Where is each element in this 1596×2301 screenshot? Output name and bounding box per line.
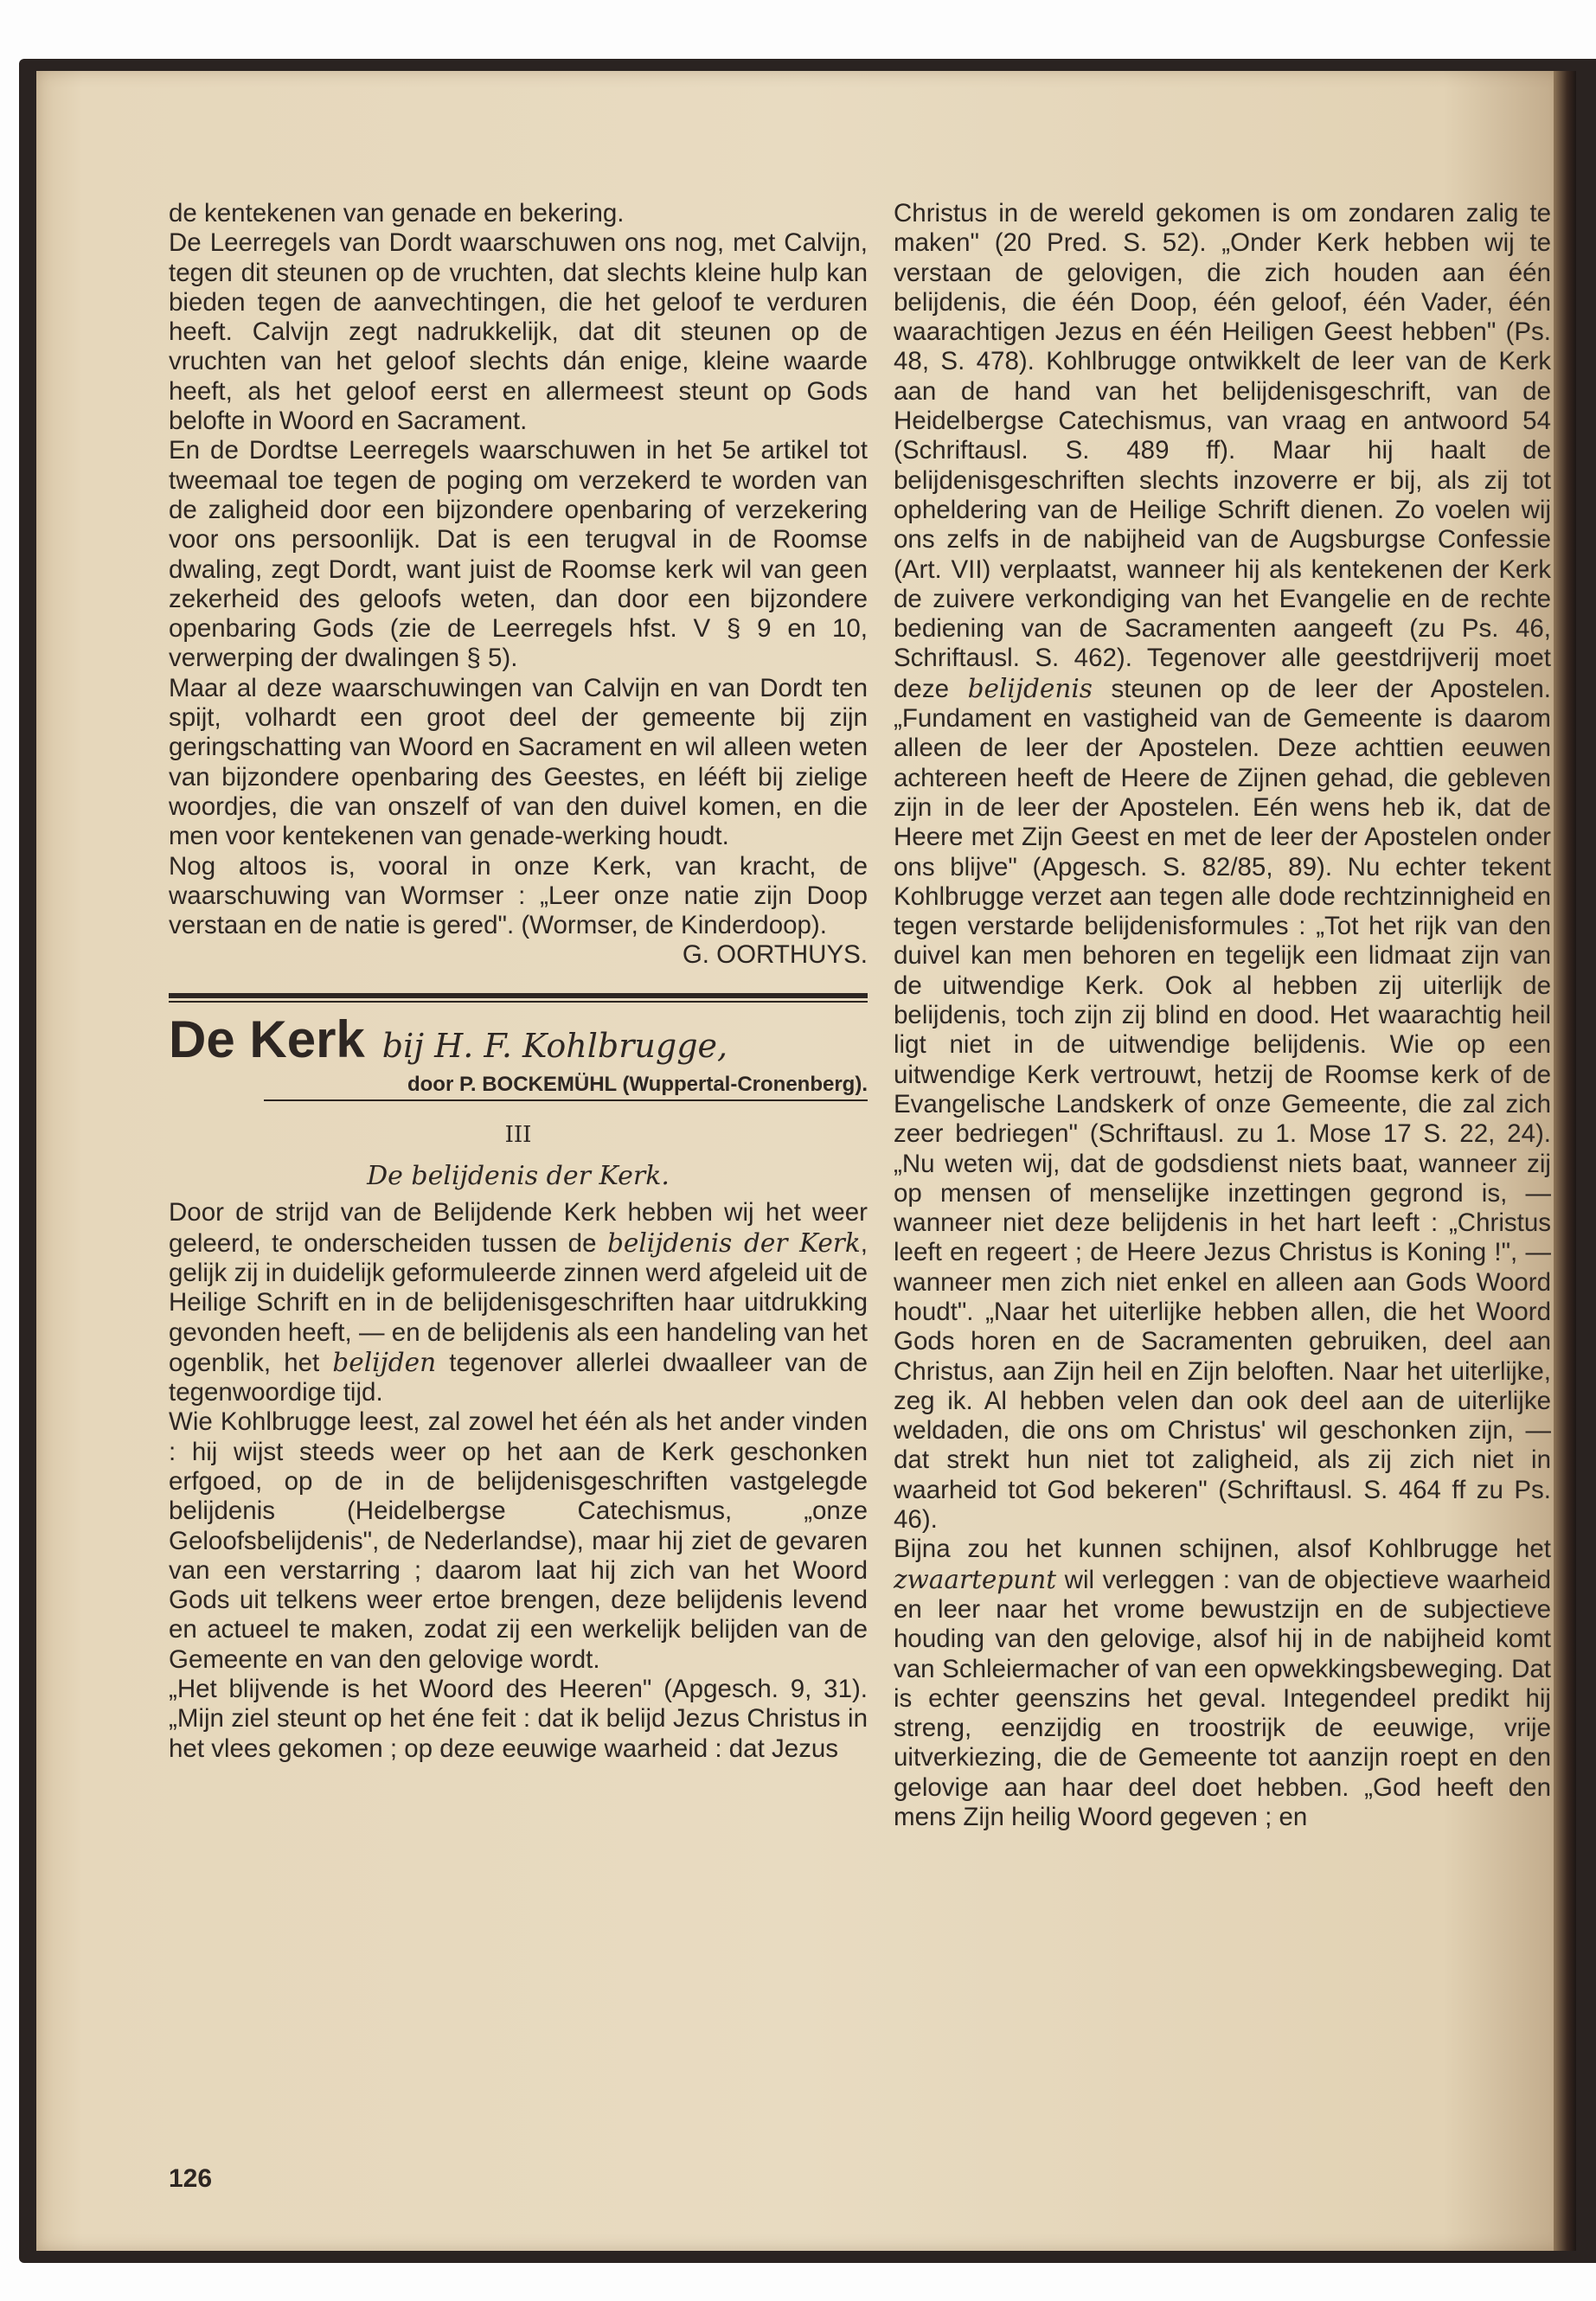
left-paragraph-8: „Het blijvende is het Woord des Heeren" (Apgesch. 9, 31). „Mijn ziel steunt op het éne feit : dat ik belijd Jezus Christus in het vlees gekomen ; op deze eeuwige waarheid : dat Jezus: [169, 1675, 868, 1763]
author-signature: G. OORTHUYS.: [682, 940, 868, 970]
left-paragraph-4: Maar al deze waarschuwingen van Calvijn en van Dordt ten spijt, volhardt een groot deel der gemeente bij zijn geringschatting van Woord en Sacrament en wil alleen weten van bijzondere openbaring des Geestes, en lééft bij zielige woordjes, die van onszelf of van den duivel komen, en die men voor kentekenen van genade-werking houdt.: [169, 673, 868, 851]
left-paragraph-2: De Leerregels van Dordt waarschuwen ons nog, met Calvijn, tegen dit steunen op de vruchten, dat slechts kleine hulp kan bieden tegen de aanvechtingen, die het geloof te verduren heeft. Calvijn zegt nadrukkelijk, dat dit steunen op de vruchten van het geloof slechts dán enige, kleine waarde heeft, als het geloof eerst en allermeest steunt op Gods belofte in Woord en Sacrament.: [169, 228, 868, 436]
rp2-text-a: Bijna zou het kunnen schijnen, alsof Kohlbrugge het: [894, 1535, 1551, 1564]
left-paragraph-6: [169, 1198, 868, 1407]
section-number: III: [504, 1121, 532, 1148]
article-title-rest: bij H. F. Kohlbrugge,: [381, 1026, 728, 1065]
left-column: [169, 199, 868, 1764]
rp2-text-b: wil verleggen : van de objectieve waarheid en leer naar het vrome bewustzijn en de subjectieve houding van den gelovige, alsof hij in de nabijheid komt van Schleiermacher of van een opwekkingsbeweging. Dat is echter geenszins het geval. Integendeel predikt hij streng, eenzijdig en troostrijk de eeuwige, vrije uitverkiezing, die de Gemeente tot aanzijn roept en den gelovige aan haar deel doet hebben. „God heeft den mens Zijn heilig Woord gegeven ; en: [894, 1565, 1551, 1832]
rp1-text-a: Christus in de wereld gekomen is om zondaren zalig te maken" (20 Pred. S. 52). „Onder Kerk hebben wij te verstaan de gelovigen, die zich houden aan één belijdenis, die één Doop, één geloof, één Vader, één waarachtigen Jezus en één Heiligen Geest hebben" (Ps. 48, S. 478). Kohlbrugge ontwikkelt de leer van de Kerk aan de hand van het belijdenisgeschrift, van de Heidelbergse Catechismus, van vraag en antwoord 54 (Schriftausl. S. 489 ff). Maar hij haalt de belijdenisgeschriften slechts inzoverre er bij, als zij tot opheldering van de Heilige Schrift dienen. Zo voelen wij ons zelfs in de nabijheid van de Augsburgse Confessie (Art. VII) verplaatst, wanneer hij als kentekenen der Kerk de zuivere verkondiging van het Evangelie en de rechte bediening van de Sacramenten aangeeft (zu Ps. 46, Schriftausl. S. 462). Tegenover alle geestdrijverij moet deze: [894, 199, 1551, 703]
left-paragraph-3: En de Dordtse Leerregels waarschuwen in het 5e artikel tot tweemaal toe tegen de poging om verzekerd te worden van de zaligheid door een bijzondere openbaring of verzekering voor ons persoonlijk. Dat is een terugval in de Roomse dwaling, zegt Dordt, want juist de Roomse kerk wil van geen zekerheid des geloofs weten, dan door een bijzondere openbaring Gods (zie de Leerregels hfst. V § 9 en 10, verwerping der dwalingen § 5).: [169, 436, 868, 673]
left-paragraph-5: Nog altoos is, vooral in onze Kerk, van kracht, de waarschuwing van Wormser : „Leer onze natie zijn Doop verstaan en de natie is gered". (Wormser, de Kinderdoop).: [169, 851, 868, 940]
p6-text-c: tegenover allerlei dwaalleer van de tegenwoordige tijd.: [169, 1348, 868, 1407]
page-number: 126: [169, 2164, 213, 2193]
left-paragraph-1: de kentekenen van genade en bekering.: [169, 199, 625, 228]
book-page: [36, 71, 1566, 2251]
article-byline: door P. BOCKEMÜHL (Wuppertal-Cronenberg).: [264, 1072, 868, 1101]
rp2-emphasis: zwaartepunt: [894, 1564, 1057, 1594]
divider-thick: [169, 993, 868, 998]
section-title: De belijdenis der Kerk.: [367, 1161, 670, 1192]
divider-thin: [169, 1001, 868, 1003]
p6-emphasis-1: belijdenis der Kerk: [607, 1227, 861, 1258]
p6-text-a: Door de strijd van de Belijdende Kerk hebben wij het weer geleerd, te onderscheiden tussen de: [169, 1198, 868, 1258]
right-paragraph-2: [894, 1535, 1551, 1832]
left-paragraph-7: Wie Kohlbrugge leest, zal zowel het één als het ander vinden : hij wijst steeds weer op het aan de Kerk geschonken erfgoed, op de in de belijdenisgeschriften vastgelegde belijdenis (Heidelbergse Catechismus, „onze Geloofsbelijdenis", de Nederlandse), maar hij ziet de gevaren van een verstarring ; daarom laat hij zich van het Woord Gods uit telkens weer ertoe brengen, deze belijdenis levend en actueel te maken, zodat zij een werkelijk belijden van de Gemeente en van den gelovige wordt.: [169, 1407, 868, 1674]
p6-emphasis-2: belijden: [332, 1347, 437, 1377]
article-heading: [169, 1009, 868, 1068]
article-title-main: De Kerk: [169, 1009, 365, 1068]
rp1-emphasis: belijdenis: [967, 673, 1093, 703]
rp1-text-b: steunen op de leer der Apostelen. „Fundament en vastigheid van de Gemeente is daarom alleen de leer der Apostelen. Deze achttien eeuwen achtereen heeft de Heere de Zijnen gehad, die gebleven zijn in de leer der Apostelen. Eén wens heb ik, dat de Heere met Zijn Geest en met de leer der Apostelen onder ons blijve" (Apgesch. S. 82/85, 89). Nu echter tekent Kohlbrugge verzet aan tegen alle dode rechtzinnigheid en tegen verstarde belijdenisformules : „Tot het rijk van den duivel kan men behoren en tegelijk een lidmaat zijn van de uitwendige Kerk. Ook al hebben zij uiterlijk de belijdenis, toch zijn zij blind en dood. Het waarachtig heil ligt niet in de uitwendige belijdenis. Wie op een uitwendige Kerk vertrouwt, hetzij de Roomse kerk of de Evangelische Landskerk of onze Gemeente, die zal zich zeer bedriegen" (Schriftausl. zu 1. Mose 17 S. 22, 24). „Nu weten wij, dat de godsdienst niets baat, wanneer zij op mensen of menselijke inzettingen gegrond is, — wanneer niet deze belijdenis in het hart leeft : „Christus leeft en regeert ; de Heere Jezus Christus is Koning !", — wanneer men zich niet enkel en alleen aan Gods Woord houdt". „Naar het uiterlijke hebben allen, die het Woord Gods horen en de Sacramenten gebruiken, deel aan Christus, aan Zijn heil en Zijn beloften. Naar het uiterlijke, zeg ik. Al hebben velen dan ook deel aan de uiterlijke weldaden, die ons om Christus' wil geschonken zijn, — dat strekt hun niet tot zaligheid, als zij zich niet in waarheid tot God bekeren" (Schriftausl. S. 464 ff zu Ps. 46).: [894, 674, 1551, 1535]
right-paragraph-1: [894, 199, 1551, 1535]
p6-text-b: , gelijk zij in duidelijk geformuleerde zinnen werd afgeleid uit de Heilige Schrift en in de belijdenisgeschriften haar uitdrukking gevonden heeft, — en de belijdenis als een handeling van het ogenblik, het: [169, 1228, 868, 1377]
right-column: [861, 199, 1551, 1832]
